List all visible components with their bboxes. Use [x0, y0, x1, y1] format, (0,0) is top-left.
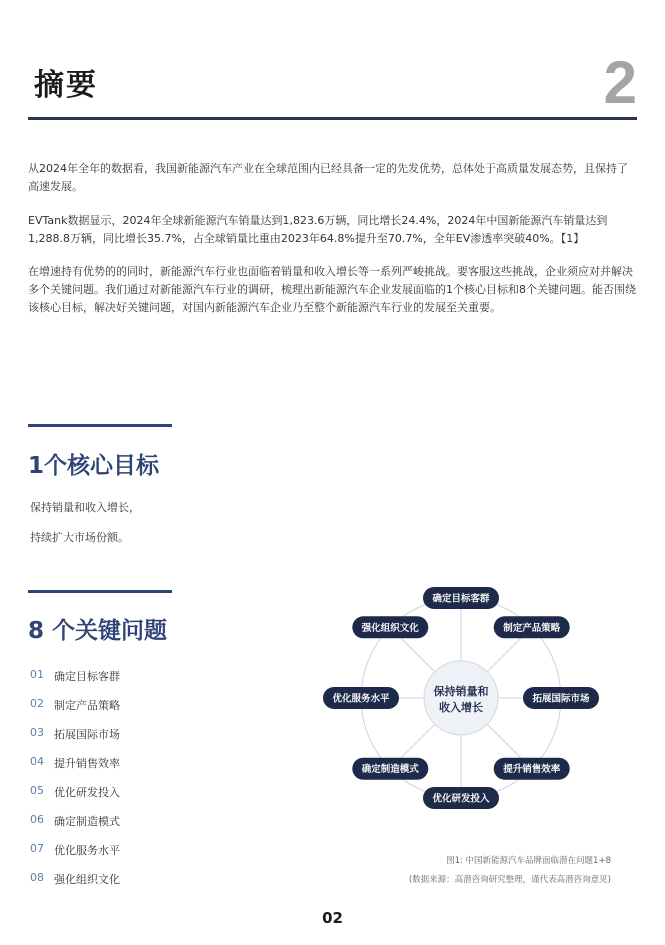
key-issue-label: 确定制造模式: [54, 815, 120, 828]
key-issue-number: 08: [30, 871, 44, 884]
diagram-center-label: 保持销量和: [433, 685, 489, 698]
diagram-node-label: 确定制造模式: [361, 764, 419, 776]
key-issues-heading: 8 个关键问题: [28, 618, 168, 644]
key-issue-number: 01: [30, 668, 44, 681]
key-issue-number: 06: [30, 813, 44, 826]
diagram-center-circle: [424, 661, 498, 735]
diagram-node: [323, 687, 399, 709]
diagram-node: [423, 787, 499, 809]
key-issue-label: 确定目标客群: [54, 670, 120, 683]
key-issue-number: 04: [30, 755, 44, 768]
key-issue-number: 05: [30, 784, 44, 797]
key-issue-item: [30, 813, 120, 829]
key-issue-item: [30, 842, 120, 858]
diagram-node: [494, 616, 570, 638]
diagram-node: [352, 758, 428, 780]
intro-paragraph-3: 在增速持有优势的的同时，新能源汽车行业也面临着销量和收入增长等一系列严峻挑战。要客服这些挑战，企业须应对并解决多个关键问题。我们通过对新能源汽车行业的调研，梳理出新能源汽车企业发展面临的1个核心目标和8个关键问题。能否围绕该核心目标，解决好关键问题，对国内新能源汽车企业乃至整个新能源汽车行业的发展至关重要。: [28, 265, 636, 314]
diagram-node-label: 确定目标客群: [432, 593, 490, 605]
page-title: 摘要: [34, 68, 98, 103]
diagram-node: [423, 587, 499, 609]
diagram-node-label: 优化研发投入: [432, 793, 490, 805]
key-issue-label: 优化服务水平: [54, 844, 120, 857]
header-divider: [28, 117, 637, 120]
diagram-node: [352, 616, 428, 638]
core-goal-line-1: 保持销量和收入增长，: [30, 501, 140, 514]
key-issue-number: 02: [30, 697, 44, 710]
key-issue-label: 强化组织文化: [54, 873, 120, 886]
diagram-node-label: 提升销售效率: [503, 764, 561, 776]
key-issue-number: 03: [30, 726, 44, 739]
diagram-center-label: 收入增长: [439, 701, 483, 714]
key-issue-item: [30, 784, 120, 800]
core-goal-heading: 1个核心目标: [28, 453, 160, 479]
figure-source: (数据来源：高潜咨询研究整理，谨代表高潜咨询意见): [408, 875, 611, 885]
diagram-node-label: 拓展国际市场: [532, 693, 590, 705]
key-issue-number: 07: [30, 842, 44, 855]
page-number: 02: [322, 909, 343, 927]
key-issue-label: 提升销售效率: [54, 757, 120, 770]
diagram-node: [494, 758, 570, 780]
core-goal-line-2: 持续扩大市场份额。: [30, 531, 129, 544]
diagram-node-label: 强化组织文化: [361, 622, 419, 634]
key-issue-label: 制定产品策略: [54, 699, 120, 712]
key-issue-item: [30, 755, 120, 771]
key-issues-divider: [28, 590, 172, 593]
diagram-node-label: 优化服务水平: [332, 693, 390, 705]
intro-paragraph-1: 从2024年全年的数据看，我国新能源汽车产业在全球范围内已经具备一定的先发优势，总体处于高质量发展态势，且保持了高速发展。: [28, 162, 628, 193]
core-goal-divider: [28, 424, 172, 427]
issues-diagram: [315, 582, 635, 814]
key-issue-item: [30, 697, 120, 713]
intro-paragraph-2: EVTank数据显示，2024年全球新能源汽车销量达到1,823.6万辆，同比增长24.4%，2024年中国新能源汽车销量达到1,288.8万辆，同比增长35.7%，占全球销量比重由2023年64.8%提升至70.7%，全年EV渗透率突破40%。【1】: [28, 214, 608, 245]
key-issue-item: [30, 726, 120, 742]
key-issue-item: [30, 871, 120, 887]
diagram-node: [523, 687, 599, 709]
key-issue-label: 优化研发投入: [54, 786, 120, 799]
key-issue-item: [30, 668, 120, 684]
diagram-node-label: 制定产品策略: [503, 622, 561, 634]
key-issue-label: 拓展国际市场: [54, 728, 120, 741]
chapter-number: 2: [603, 49, 637, 116]
figure-caption: 图1: 中国新能源汽车品牌面临潜在问题1+8: [446, 856, 611, 866]
